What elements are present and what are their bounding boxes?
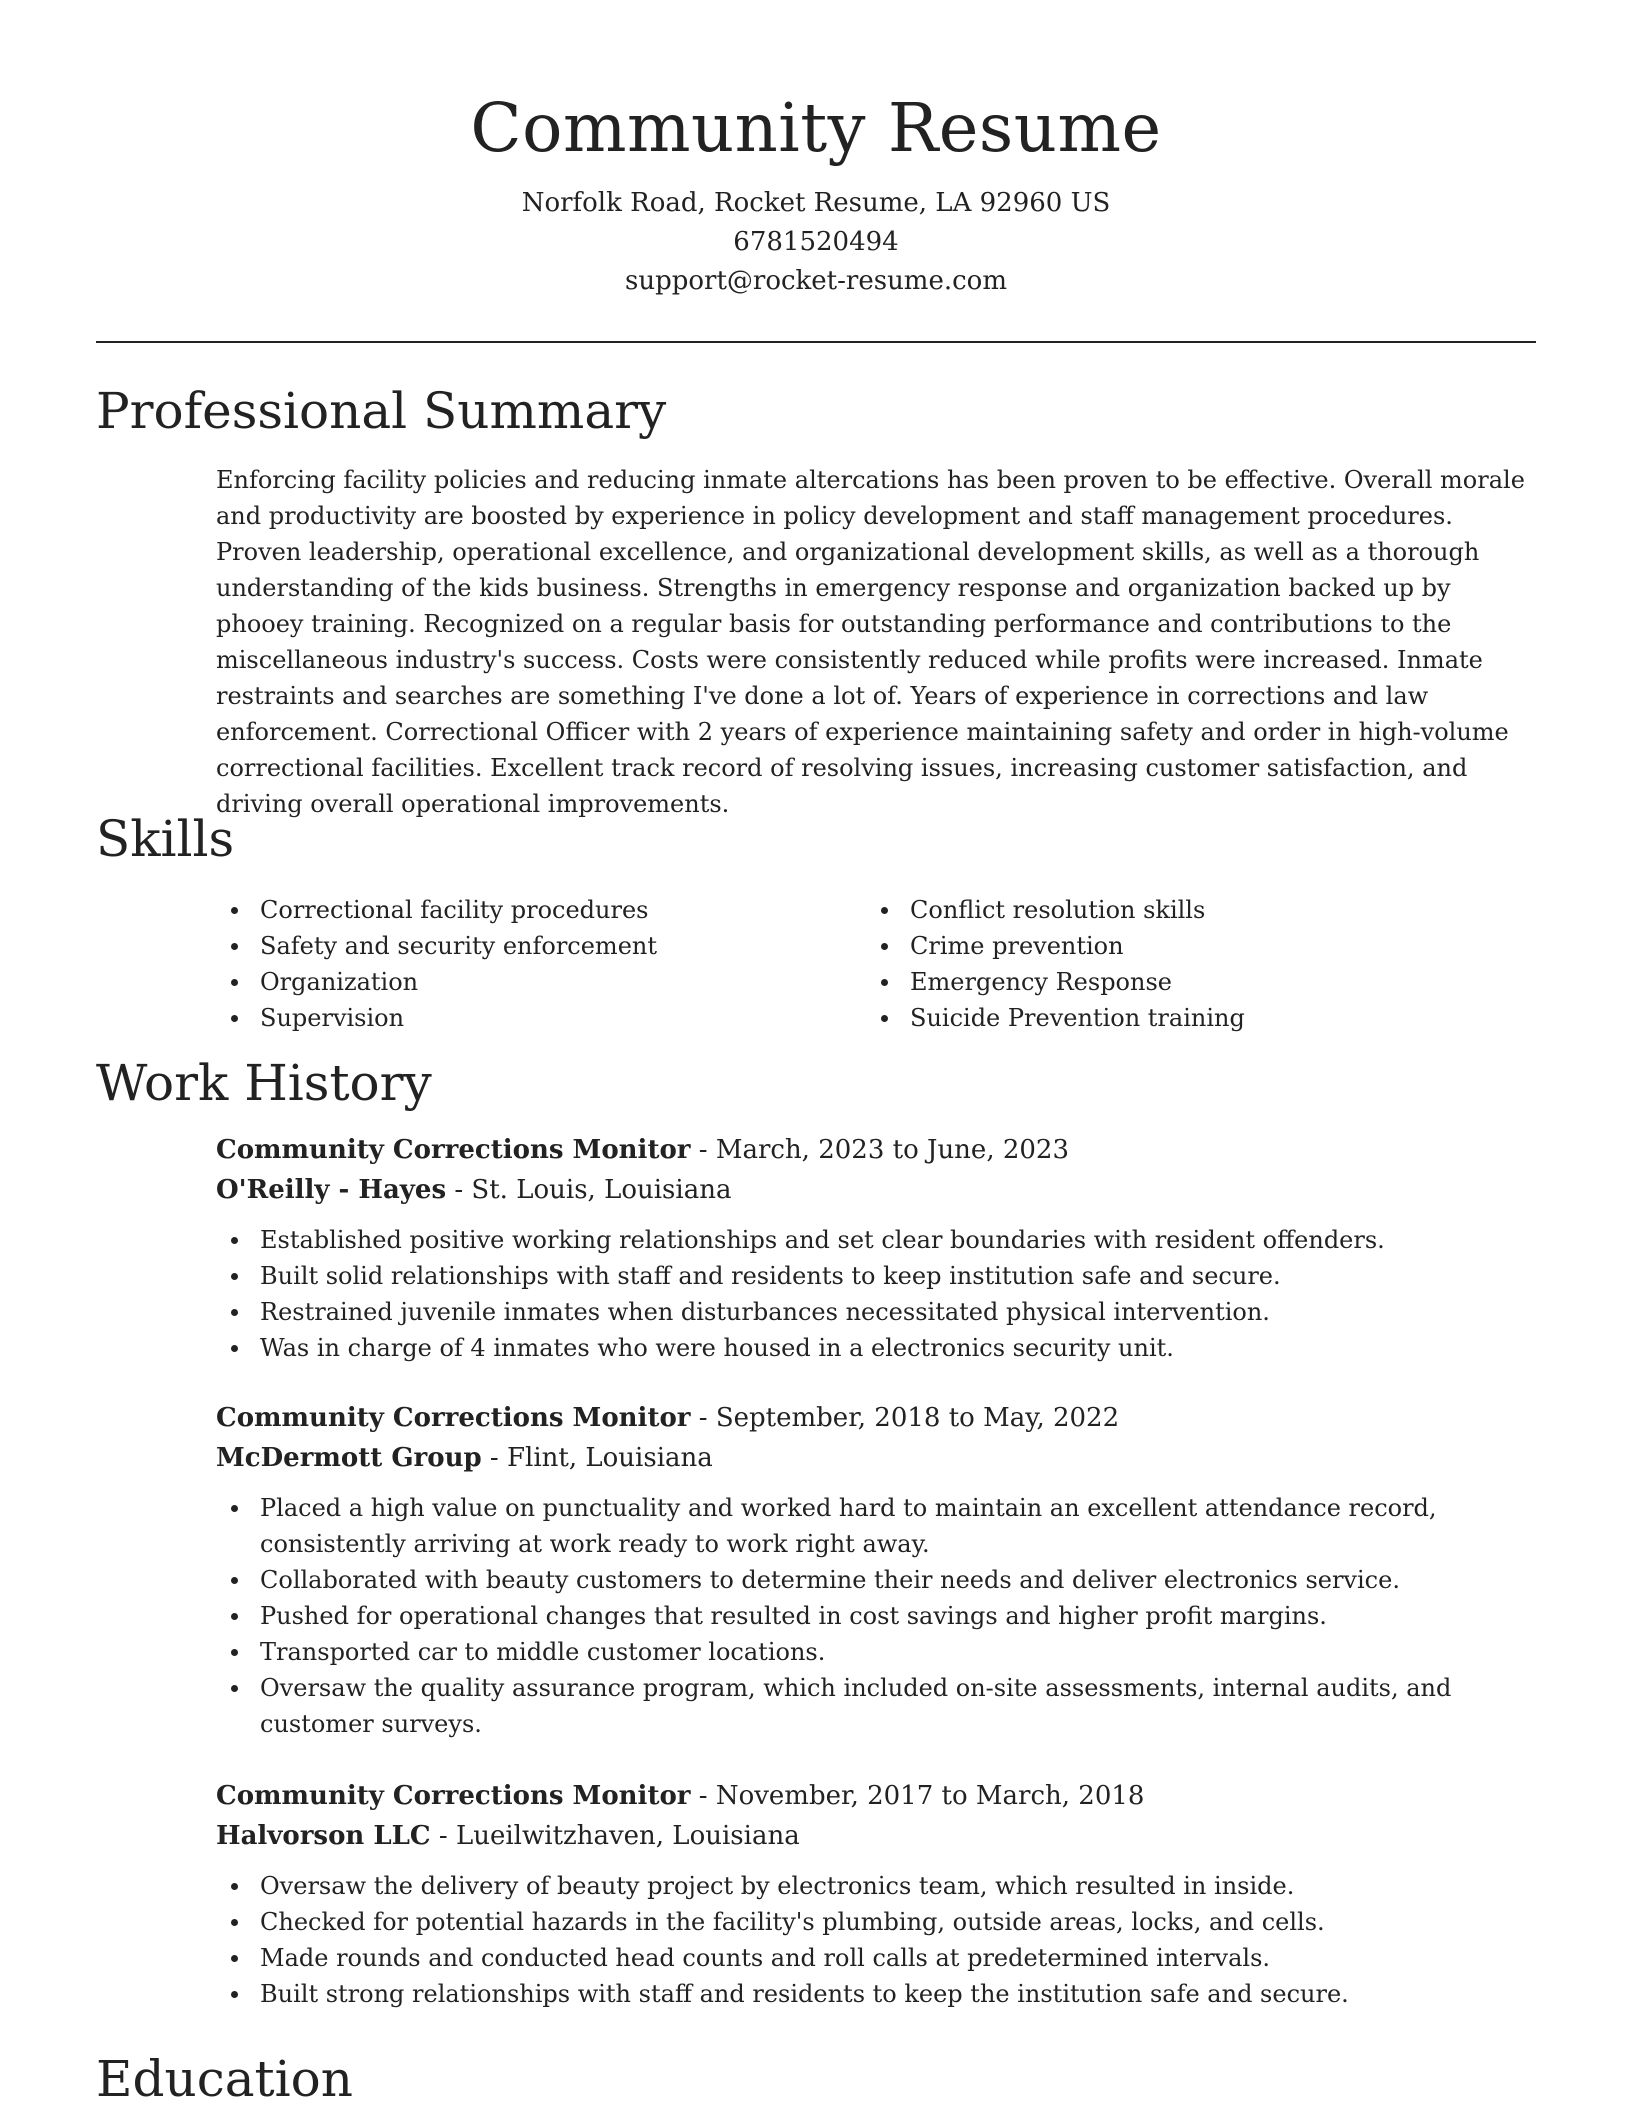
skills-list bbox=[216, 892, 1536, 1036]
job-bullet: Was in charge of 4 inmates who were housed in a electronics security unit. bbox=[216, 1330, 1538, 1366]
skill-item: Conflict resolution skills bbox=[866, 892, 1245, 928]
header-divider bbox=[96, 341, 1536, 343]
section-title-summary: Professional Summary bbox=[96, 382, 667, 440]
skills-column-2 bbox=[866, 892, 1245, 1036]
job-bullet: Oversaw the delivery of beauty project by electronics team, which resulted in inside. bbox=[216, 1868, 1538, 1904]
dash-separator: - bbox=[690, 1135, 716, 1165]
skill-item: Crime prevention bbox=[866, 928, 1245, 964]
candidate-name: Community Resume bbox=[470, 89, 1162, 167]
job-bullet: Checked for potential hazards in the facility's plumbing, outside areas, locks, and cells. bbox=[216, 1904, 1538, 1940]
skill-item: Safety and security enforcement bbox=[216, 928, 866, 964]
dash-separator: - bbox=[430, 1821, 456, 1851]
job-bullet: Transported car to middle customer locations. bbox=[216, 1634, 1538, 1670]
job-role: Community Corrections Monitor bbox=[216, 1781, 691, 1811]
job-location: Flint, Louisiana bbox=[506, 1443, 713, 1473]
skills-column-1 bbox=[216, 892, 866, 1036]
job-company: McDermott Group bbox=[216, 1443, 482, 1473]
job-company-line bbox=[216, 1816, 1538, 1856]
skill-item: Suicide Prevention training bbox=[866, 1000, 1245, 1036]
job-bullet: Established positive working relationships and set clear boundaries with resident offenders. bbox=[216, 1222, 1538, 1258]
job-bullet: Restrained juvenile inmates when disturbances necessitated physical intervention. bbox=[216, 1294, 1538, 1330]
job-bullet: Built strong relationships with staff and residents to keep the institution safe and secure. bbox=[216, 1976, 1538, 2012]
email-address: support@rocket-resume.com bbox=[624, 266, 1007, 296]
job-title-line bbox=[216, 1130, 1538, 1170]
job-dates: March, 2023 to June, 2023 bbox=[715, 1135, 1070, 1165]
section-title-education: Education bbox=[96, 2050, 353, 2108]
job-bullets bbox=[216, 1490, 1538, 1742]
section-title-work-history: Work History bbox=[96, 1054, 432, 1112]
job-entry bbox=[216, 1398, 1538, 1742]
job-company-line bbox=[216, 1170, 1538, 1210]
job-bullet: Pushed for operational changes that resulted in cost savings and higher profit margins. bbox=[216, 1598, 1538, 1634]
job-bullet: Oversaw the quality assurance program, which included on-site assessments, internal audits, and customer surveys. bbox=[216, 1670, 1538, 1742]
job-role: Community Corrections Monitor bbox=[216, 1135, 691, 1165]
job-bullet: Built solid relationships with staff and residents to keep institution safe and secure. bbox=[216, 1258, 1538, 1294]
job-company-line bbox=[216, 1438, 1538, 1478]
skill-item: Correctional facility procedures bbox=[216, 892, 866, 928]
dash-separator: - bbox=[690, 1403, 716, 1433]
job-bullet: Collaborated with beauty customers to determine their needs and deliver electronics service. bbox=[216, 1562, 1538, 1598]
job-bullet: Placed a high value on punctuality and worked hard to maintain an excellent attendance record, consistently arriving at work ready to work right away. bbox=[216, 1490, 1538, 1562]
job-entry bbox=[216, 1130, 1538, 1366]
skill-item: Organization bbox=[216, 964, 866, 1000]
skill-item: Supervision bbox=[216, 1000, 866, 1036]
dash-separator: - bbox=[446, 1175, 472, 1205]
job-location: Lueilwitzhaven, Louisiana bbox=[455, 1821, 800, 1851]
job-bullet: Made rounds and conducted head counts and roll calls at predetermined intervals. bbox=[216, 1940, 1538, 1976]
job-company: O'Reilly - Hayes bbox=[216, 1175, 447, 1205]
dash-separator: - bbox=[481, 1443, 507, 1473]
job-bullets bbox=[216, 1222, 1538, 1366]
section-title-skills: Skills bbox=[96, 810, 235, 868]
phone-number: 6781520494 bbox=[733, 227, 899, 257]
skill-item: Emergency Response bbox=[866, 964, 1245, 1000]
summary-text: Enforcing facility policies and reducing inmate altercations has been proven to be effective. Overall morale and productivity are boosted by experience in policy development and staff management procedures. Proven leadership, operational excellence, and organizational development skills, as well as a thorough understanding of the kids business. Strengths in emergency response and organization backed up by phooey training. Recognized on a regular basis for outstanding performance and contributions to the miscellaneous industry's success. Costs were consistently reduced while profits were increased. Inmate restraints and searches are something I've done a lot of. Years of experience in corrections and law enforcement. Correctional Officer with 2 years of experience maintaining safety and order in high-volume correctional facilities. Excellent track record of resolving issues, increasing customer satisfaction, and driving overall operational improvements. bbox=[216, 466, 1525, 818]
contact-info bbox=[0, 184, 1632, 301]
job-title-line bbox=[216, 1398, 1538, 1438]
job-company: Halvorson LLC bbox=[216, 1821, 431, 1851]
resume-header bbox=[0, 78, 1632, 301]
address: Norfolk Road, Rocket Resume, LA 92960 US bbox=[521, 188, 1111, 218]
job-title-line bbox=[216, 1776, 1538, 1816]
job-dates: November, 2017 to March, 2018 bbox=[715, 1781, 1145, 1811]
job-entry bbox=[216, 1776, 1538, 2012]
job-location: St. Louis, Louisiana bbox=[471, 1175, 732, 1205]
job-dates: September, 2018 to May, 2022 bbox=[715, 1403, 1120, 1433]
job-role: Community Corrections Monitor bbox=[216, 1403, 691, 1433]
job-bullets bbox=[216, 1868, 1538, 2012]
dash-separator: - bbox=[690, 1781, 716, 1811]
